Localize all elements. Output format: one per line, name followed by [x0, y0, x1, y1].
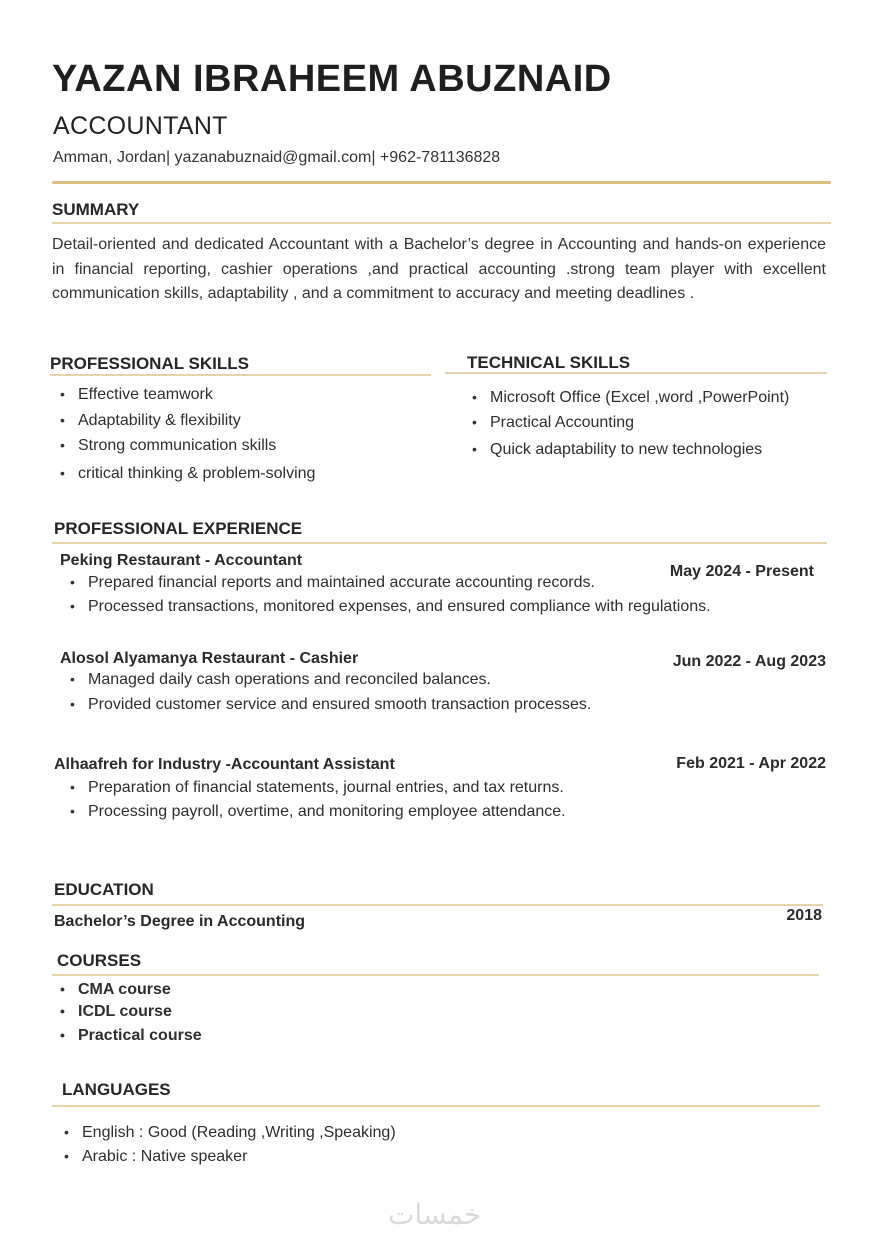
professional-skills-list — [54, 386, 315, 491]
list-item: • Processed transactions, monitored expenses, and ensured compliance with regulations. — [64, 598, 711, 622]
professional-skills-divider — [50, 374, 431, 376]
job-2-bullets — [64, 671, 591, 721]
job-1-bullets — [64, 574, 711, 622]
languages-heading: LANGUAGES — [62, 1080, 171, 1099]
job-2-title: Alosol Alyamanya Restaurant - Cashier — [60, 650, 359, 667]
education-degree: Bachelor’s Degree in Accounting — [54, 913, 306, 930]
list-item: • Effective teamwork — [54, 386, 315, 412]
professional-skills-heading: PROFESSIONAL SKILLS — [50, 354, 249, 373]
summary-heading: SUMMARY — [52, 200, 140, 219]
list-item: • CMA course — [54, 981, 202, 1003]
summary-divider — [52, 222, 831, 224]
technical-skills-list — [466, 389, 789, 467]
languages-list — [58, 1124, 396, 1172]
list-item: • Quick adaptability to new technologies — [466, 441, 789, 467]
list-item: • ICDL course — [54, 1003, 202, 1027]
languages-divider — [52, 1105, 820, 1107]
list-item: • Adaptability & flexibility — [54, 412, 315, 437]
education-divider — [52, 904, 823, 906]
courses-divider — [52, 974, 819, 976]
job-3-title: Alhaafreh for Industry -Accountant Assistant — [54, 756, 395, 773]
job-3-bullets — [64, 779, 566, 827]
list-item: • Processing payroll, overtime, and monitoring employee attendance. — [64, 803, 566, 827]
contact-line: Amman, Jordan| yazanabuznaid@gmail.com| +962-781136828 — [53, 149, 501, 166]
list-item: • Prepared financial reports and maintained accurate accounting records. — [64, 574, 711, 598]
job-2-dates: Jun 2022 - Aug 2023 — [672, 653, 826, 670]
technical-skills-heading: TECHNICAL SKILLS — [467, 353, 631, 372]
courses-heading: COURSES — [57, 951, 142, 970]
summary-text: Detail-oriented and dedicated Accountant with a Bachelor’s degree in Accounting and hands-on experience in financial reporting, cashier operations ,and practical accounting .strong team player with excellent communication skills, adaptability , and a commitment to accuracy and meeting deadlines . — [52, 236, 826, 302]
watermark-logo: خمسات — [388, 1198, 482, 1231]
technical-skills-divider — [445, 372, 827, 374]
list-item: • Strong communication skills — [54, 437, 315, 465]
list-item: • Microsoft Office (Excel ,word ,PowerPoint) — [466, 389, 789, 414]
courses-list — [54, 981, 202, 1051]
education-year: 2018 — [786, 907, 822, 924]
job-1-dates: May 2024 - Present — [669, 563, 814, 580]
experience-divider — [52, 542, 827, 544]
candidate-name: YAZAN IBRAHEEM ABUZNAID — [52, 58, 612, 100]
header-divider — [52, 181, 831, 184]
list-item: • critical thinking & problem-solving — [54, 465, 315, 491]
experience-heading: PROFESSIONAL EXPERIENCE — [54, 519, 303, 538]
list-item: • English : Good (Reading ,Writing ,Speaking) — [58, 1124, 396, 1148]
list-item: • Practical course — [54, 1027, 202, 1051]
job-3-dates: Feb 2021 - Apr 2022 — [676, 755, 826, 772]
education-heading: EDUCATION — [54, 880, 154, 899]
job-1-title: Peking Restaurant - Accountant — [60, 552, 303, 569]
list-item: • Preparation of financial statements, journal entries, and tax returns. — [64, 779, 566, 803]
list-item: • Practical Accounting — [466, 414, 789, 441]
list-item: • Arabic : Native speaker — [58, 1148, 396, 1172]
list-item: • Provided customer service and ensured smooth transaction processes. — [64, 696, 591, 721]
list-item: • Managed daily cash operations and reconciled balances. — [64, 671, 591, 696]
job-title: ACCOUNTANT — [53, 112, 228, 140]
